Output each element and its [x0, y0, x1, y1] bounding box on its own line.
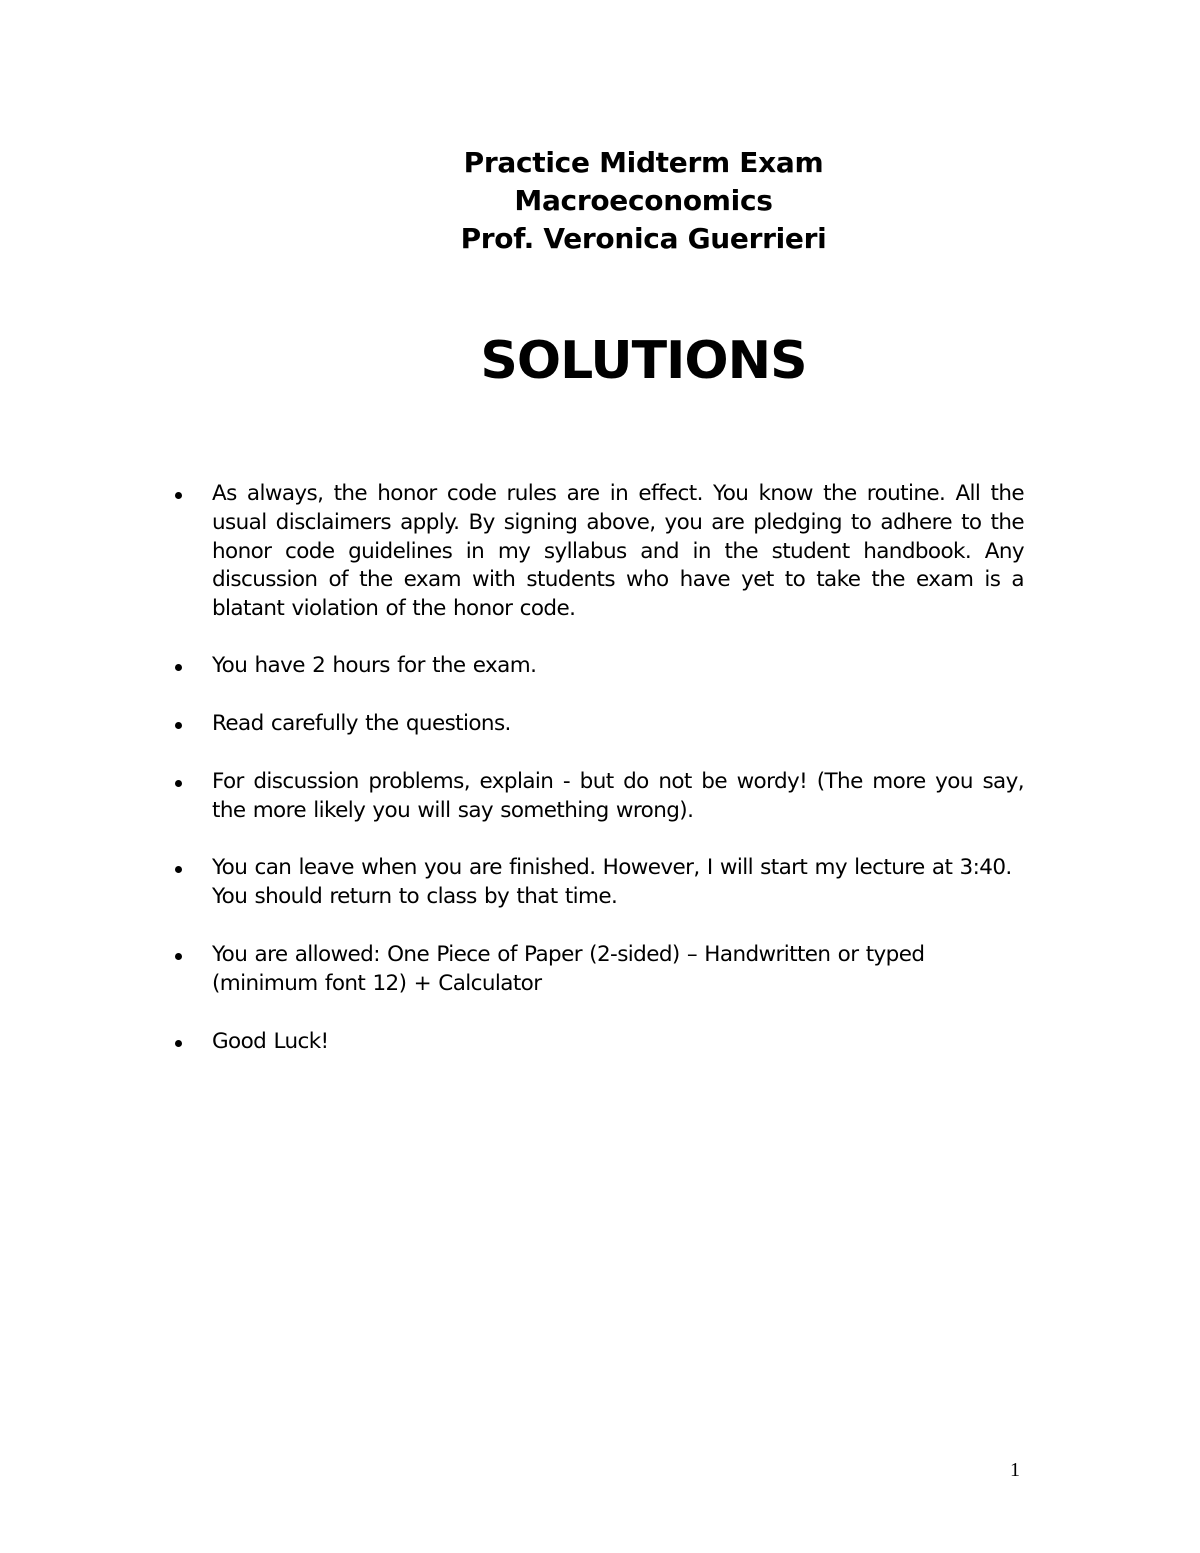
list-item-text: You have 2 hours for the exam.: [212, 653, 537, 678]
list-item-text: You are allowed: One Piece of Paper (2-sided) – Handwritten or typed (minimum font 12) + Calculator: [212, 942, 925, 996]
solutions-heading: SOLUTIONS: [480, 331, 807, 391]
bullet-icon: [175, 492, 182, 499]
bullet-icon: [175, 664, 182, 671]
bullet-icon: [175, 866, 182, 873]
list-item-text: For discussion problems, explain - but do not be wordy! (The more you say, the more likely you will say something wrong).: [212, 769, 1024, 823]
course-name: Macroeconomics: [514, 184, 773, 217]
list-item-text: Read carefully the questions.: [212, 711, 511, 736]
page-number: 1: [1010, 1459, 1020, 1481]
bullet-icon: [175, 722, 182, 729]
bullet-icon: [175, 780, 182, 787]
exam-title: Practice Midterm Exam: [463, 146, 824, 179]
bullet-icon: [175, 1040, 182, 1047]
list-item-text: You can leave when you are finished. However, I will start my lecture at 3:40. You should return to class by that time.: [212, 855, 1012, 909]
professor-name: Prof. Veronica Guerrieri: [460, 222, 827, 255]
bullet-icon: [175, 953, 182, 960]
list-item-text: As always, the honor code rules are in effect. You know the routine. All the usual disclaimers apply. By signing above, you are pledging to adhere to the honor code guidelines in my syllabus and in the student handbook. Any discussion of the exam with students who have yet to take the exam is a blatant violation of the honor code.: [212, 481, 1024, 622]
list-item-text: Good Luck!: [212, 1029, 329, 1054]
